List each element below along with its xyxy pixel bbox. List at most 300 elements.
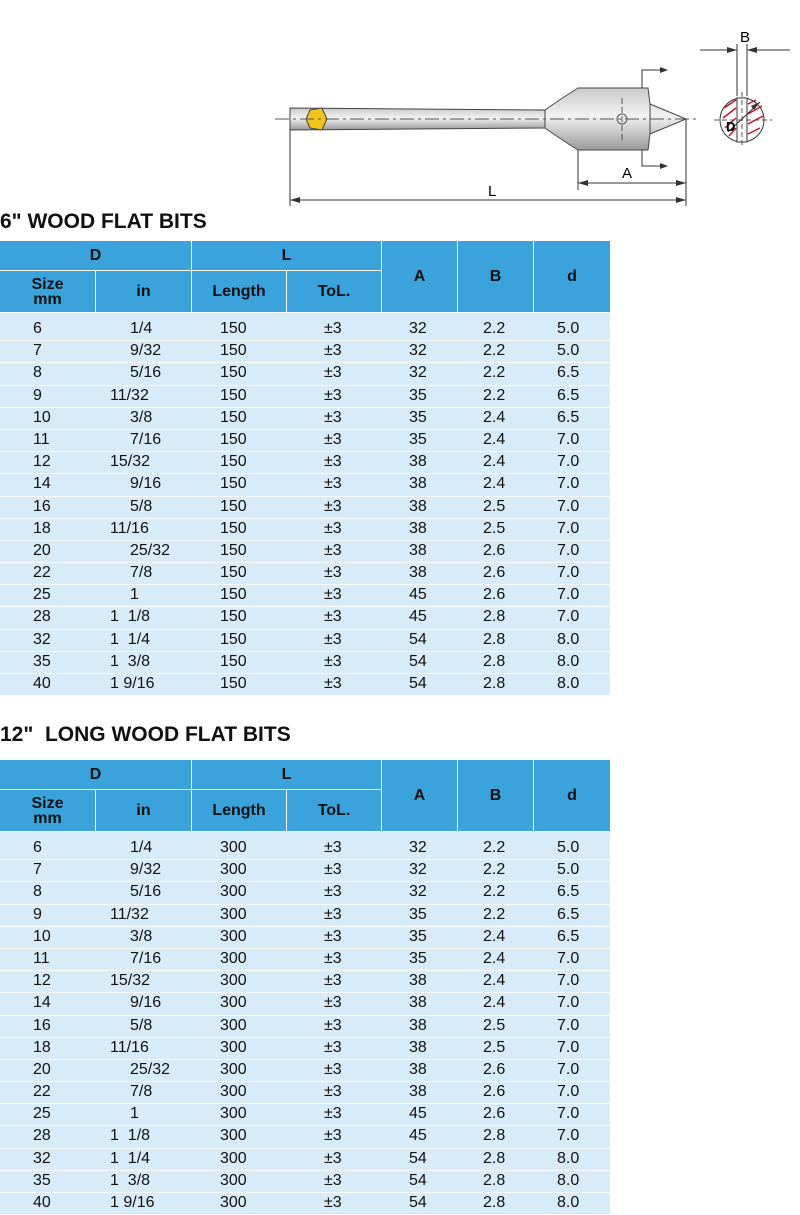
cell-size-mm: 14 [33,994,51,1012]
table-row [0,386,610,408]
cell-tol: ±3 [324,1016,342,1034]
cell-length: 300 [220,1060,247,1078]
cell-size-in: 11/16 [110,519,149,537]
cell-b: 2.5 [483,519,506,537]
cell-b: 2.4 [483,475,506,493]
cell-tol: ±3 [324,1105,342,1123]
cell-d: 6.5 [557,883,580,901]
cell-size-in: 1 1/4 [110,1149,151,1167]
cell-size-mm: 16 [33,1016,51,1034]
cell-tol: ±3 [324,839,342,856]
cell-a: 38 [409,1038,427,1056]
cell-b: 2.5 [483,1038,506,1056]
cell-size-mm: 10 [33,408,51,426]
cell-a: 38 [409,541,427,559]
cell-a: 45 [409,586,427,604]
cell-d: 7.0 [557,519,580,537]
cell-length: 150 [220,564,247,582]
cell-size-mm: 35 [33,652,51,670]
cell-a: 38 [409,497,427,515]
cell-size-in: 1 1/4 [110,630,151,648]
cell-tol: ±3 [324,652,342,670]
cell-size-mm: 32 [33,1149,51,1167]
cell-length: 150 [220,364,247,382]
cell-tol: ±3 [324,519,342,537]
table-row [0,993,610,1015]
cell-length: 150 [220,430,247,448]
cell-b: 2.8 [483,630,506,648]
cell-d: 6.5 [557,364,580,382]
table-row [0,882,610,904]
cell-size-in: 1 3/8 [110,1171,151,1189]
cell-d: 7.0 [557,608,580,626]
cell-size-in: 9/32 [130,342,162,360]
cell-tol: ±3 [324,364,342,382]
cell-b: 2.2 [483,364,506,382]
cell-size-mm: 20 [33,1060,51,1078]
cell-a: 38 [409,1060,427,1078]
table-row [0,927,610,949]
cell-tol: ±3 [324,1038,342,1056]
cell-b: 2.2 [483,861,506,879]
cell-tol: ±3 [324,408,342,426]
cell-b: 2.8 [483,675,506,692]
header-length: Length [192,790,287,832]
cell-a: 38 [409,475,427,493]
table-row [0,860,610,882]
cell-tol: ±3 [324,630,342,648]
cell-tol: ±3 [324,475,342,493]
cell-length: 150 [220,541,247,559]
cell-a: 45 [409,1105,427,1123]
cell-size-in: 1/4 [130,839,153,856]
header-a: A [382,241,458,313]
table-row [0,452,610,474]
cell-tol: ±3 [324,1149,342,1167]
table-body [0,313,610,696]
cell-size-mm: 12 [33,972,51,990]
cell-size-mm: 25 [33,1105,51,1123]
table-row [0,949,610,971]
header-d-group: D [0,760,192,790]
cell-size-in: 1 [130,1105,139,1123]
section-d-label: D [726,119,736,134]
table-row [0,1060,610,1082]
cell-a: 32 [409,883,427,901]
cell-b: 2.2 [483,883,506,901]
cell-b: 2.8 [483,1194,506,1211]
cell-size-mm: 25 [33,586,51,604]
cell-length: 300 [220,1194,247,1211]
cell-size-mm: 40 [33,1194,51,1211]
cell-a: 32 [409,861,427,879]
cell-b: 2.6 [483,1105,506,1123]
table-row [0,1016,610,1038]
cell-tol: ±3 [324,905,342,923]
cell-size-mm: 18 [33,519,51,537]
cell-length: 150 [220,342,247,360]
cell-length: 300 [220,972,247,990]
cell-d: 7.0 [557,994,580,1012]
cell-length: 150 [220,497,247,515]
cell-a: 35 [409,905,427,923]
cell-d: 7.0 [557,1105,580,1123]
cell-b: 2.4 [483,430,506,448]
cell-size-mm: 7 [33,861,42,879]
cell-tol: ±3 [324,994,342,1012]
cell-a: 38 [409,519,427,537]
cell-size-mm: 11 [33,430,50,448]
header-size-unit: mm [33,290,62,308]
cell-tol: ±3 [324,1171,342,1189]
cell-size-in: 3/8 [130,408,153,426]
cell-length: 300 [220,1016,247,1034]
cell-d: 5.0 [557,839,580,856]
table-header [0,241,610,313]
cell-tol: ±3 [324,949,342,967]
cell-length: 150 [220,386,247,404]
cell-d: 5.0 [557,320,580,337]
cell-b: 2.8 [483,608,506,626]
bit-blade [545,88,686,150]
cell-size-in: 7/8 [130,1083,153,1101]
cell-size-in: 9/16 [130,475,162,493]
cell-size-in: 9/16 [130,994,162,1012]
cell-size-mm: 28 [33,1127,51,1145]
cell-d: 7.0 [557,564,580,582]
cell-a: 35 [409,430,427,448]
cell-length: 150 [220,519,247,537]
cell-size-in: 5/16 [130,364,162,382]
cell-size-in: 9/32 [130,861,162,879]
cell-a: 35 [409,927,427,945]
cell-d: 7.0 [557,949,580,967]
cell-size-in: 1 9/16 [110,1194,155,1211]
cell-d: 7.0 [557,1016,580,1034]
header-d: d [534,760,610,832]
cell-a: 32 [409,320,427,337]
cell-d: 6.5 [557,927,580,945]
cell-tol: ±3 [324,342,342,360]
cell-d: 8.0 [557,675,580,692]
cell-size-in: 25/32 [130,541,171,559]
cell-a: 32 [409,364,427,382]
cell-b: 2.6 [483,1060,506,1078]
cell-d: 7.0 [557,497,580,515]
cell-tol: ±3 [324,430,342,448]
cell-size-in: 11/16 [110,1038,149,1056]
cell-length: 150 [220,630,247,648]
table-row [0,1126,610,1148]
cell-length: 150 [220,586,247,604]
spec-table [0,760,610,1215]
cell-b: 2.4 [483,927,506,945]
cell-length: 300 [220,1149,247,1167]
cell-a: 35 [409,949,427,967]
spec-table [0,241,610,696]
table-row [0,541,610,563]
cell-d: 7.0 [557,1127,580,1145]
cell-tol: ±3 [324,1194,342,1211]
cell-d: 7.0 [557,1083,580,1101]
header-in: in [96,271,192,313]
cell-a: 35 [409,408,427,426]
cell-a: 32 [409,342,427,360]
cell-a: 54 [409,630,427,648]
table-row [0,838,610,860]
cell-size-in: 15/32 [110,453,151,471]
cell-length: 300 [220,839,247,856]
cell-size-mm: 10 [33,927,51,945]
cell-a: 54 [409,675,427,692]
header-size-label: Size [31,794,64,812]
table-row [0,1193,610,1215]
cell-length: 300 [220,883,247,901]
cell-size-in: 1/4 [130,320,153,337]
cell-d: 7.0 [557,1038,580,1056]
table-row [0,363,610,385]
table-row [0,497,610,519]
cell-length: 150 [220,652,247,670]
cell-size-mm: 35 [33,1171,51,1189]
cell-size-in: 3/8 [130,927,153,945]
table-row [0,607,610,629]
cell-d: 5.0 [557,342,580,360]
cell-length: 300 [220,1171,247,1189]
header-size-unit: mm [33,809,62,827]
cell-length: 150 [220,608,247,626]
cell-tol: ±3 [324,972,342,990]
cell-a: 38 [409,564,427,582]
cell-b: 2.2 [483,320,506,337]
cell-a: 45 [409,608,427,626]
header-size [0,790,96,832]
cell-d: 8.0 [557,1171,580,1189]
table-row [0,630,610,652]
cell-size-in: 15/32 [110,972,151,990]
cell-size-in: 7/8 [130,564,153,582]
cell-length: 300 [220,861,247,879]
table-row [0,652,610,674]
cell-b: 2.8 [483,1149,506,1167]
cell-length: 150 [220,475,247,493]
cell-b: 2.2 [483,905,506,923]
cell-length: 300 [220,1038,247,1056]
cell-size-mm: 16 [33,497,51,515]
cell-a: 38 [409,972,427,990]
cell-d: 7.0 [557,586,580,604]
cell-tol: ±3 [324,883,342,901]
cell-d: 6.5 [557,408,580,426]
header-l-group: L [192,760,382,790]
cell-size-in: 7/16 [130,949,162,967]
cell-size-in: 11/32 [110,905,149,923]
cell-tol: ±3 [324,453,342,471]
cell-size-in: 25/32 [130,1060,171,1078]
cell-b: 2.6 [483,586,506,604]
cell-length: 300 [220,994,247,1012]
table-row [0,341,610,363]
cell-d: 5.0 [557,861,580,879]
cell-size-in: 1 [130,586,139,604]
table-row [0,585,610,607]
table-row [0,408,610,430]
table-row [0,1038,610,1060]
cell-a: 38 [409,1083,427,1101]
cell-size-mm: 12 [33,453,51,471]
header-size-label: Size [31,275,64,293]
cell-length: 300 [220,905,247,923]
cell-b: 2.8 [483,1127,506,1145]
cell-a: 54 [409,1149,427,1167]
table-title: 12" LONG WOOD FLAT BITS [0,723,291,746]
cell-tol: ±3 [324,541,342,559]
cell-tol: ±3 [324,564,342,582]
cell-tol: ±3 [324,1127,342,1145]
cell-d: 8.0 [557,1194,580,1211]
cell-d: 7.0 [557,453,580,471]
cell-b: 2.4 [483,453,506,471]
cell-size-in: 11/32 [110,386,149,404]
cell-size-in: 5/8 [130,1016,153,1034]
cell-d: 7.0 [557,475,580,493]
cell-d: 6.5 [557,386,580,404]
table-row [0,905,610,927]
cell-length: 300 [220,927,247,945]
table-title: 6" WOOD FLAT BITS [0,210,207,233]
cell-size-mm: 14 [33,475,51,493]
cell-d: 6.5 [557,905,580,923]
header-tol: ToL. [287,790,382,832]
cell-size-in: 1 1/8 [110,608,151,626]
cell-size-in: 5/8 [130,497,153,515]
table-row [0,1104,610,1126]
cell-tol: ±3 [324,386,342,404]
header-length: Length [192,271,287,313]
cell-a: 45 [409,1127,427,1145]
cell-tol: ±3 [324,586,342,604]
cell-size-in: 7/16 [130,430,162,448]
table-header [0,760,610,832]
cell-b: 2.4 [483,949,506,967]
header-b: B [458,760,534,832]
cell-size-mm: 32 [33,630,51,648]
header-a: A [382,760,458,832]
cell-size-mm: 9 [33,386,42,404]
cell-a: 54 [409,1171,427,1189]
cell-b: 2.6 [483,564,506,582]
cell-size-mm: 9 [33,905,42,923]
cell-tol: ±3 [324,927,342,945]
header-b: B [458,241,534,313]
cell-tol: ±3 [324,861,342,879]
cell-length: 300 [220,1127,247,1145]
cell-b: 2.4 [483,972,506,990]
cell-tol: ±3 [324,608,342,626]
cell-size-mm: 6 [33,839,42,856]
cell-size-in: 1 9/16 [110,675,155,692]
table-row [0,1171,610,1193]
cell-size-mm: 18 [33,1038,51,1056]
cell-b: 2.2 [483,839,506,856]
dim-l-label: L [488,183,497,200]
cell-b: 2.2 [483,342,506,360]
cell-tol: ±3 [324,1060,342,1078]
cell-length: 150 [220,408,247,426]
cell-size-in: 1 1/8 [110,1127,151,1145]
header-in: in [96,790,192,832]
cell-length: 150 [220,320,247,337]
table-row [0,563,610,585]
dim-a-label: A [622,165,633,182]
cell-a: 38 [409,994,427,1012]
cell-size-mm: 7 [33,342,42,360]
cell-size-mm: 28 [33,608,51,626]
cell-b: 2.4 [483,408,506,426]
cell-b: 2.6 [483,1083,506,1101]
cell-size-mm: 8 [33,364,42,382]
cell-length: 300 [220,949,247,967]
cell-d: 8.0 [557,630,580,648]
table-body [0,832,610,1215]
table-row [0,430,610,452]
cell-a: 35 [409,386,427,404]
cell-a: 32 [409,839,427,856]
cell-d: 8.0 [557,1149,580,1167]
cell-d: 7.0 [557,541,580,559]
cell-b: 2.8 [483,1171,506,1189]
table-row [0,519,610,541]
table-row [0,474,610,496]
cell-tol: ±3 [324,675,342,692]
header-size [0,271,96,313]
table-row [0,319,610,341]
flat-bit-drawing [0,0,800,210]
dim-b-label: B [740,29,751,46]
cell-b: 2.5 [483,497,506,515]
header-d: d [534,241,610,313]
cell-tol: ±3 [324,320,342,337]
cell-length: 300 [220,1083,247,1101]
cell-size-in: 1 3/8 [110,652,151,670]
cell-a: 54 [409,1194,427,1211]
cell-length: 150 [220,675,247,692]
cell-d: 7.0 [557,430,580,448]
cell-size-mm: 6 [33,320,42,337]
cell-b: 2.4 [483,994,506,1012]
cell-b: 2.8 [483,652,506,670]
cell-d: 7.0 [557,972,580,990]
header-d-group: D [0,241,192,271]
cell-b: 2.2 [483,386,506,404]
cell-length: 300 [220,1105,247,1123]
table-row [0,674,610,696]
table-row [0,1149,610,1171]
table-row [0,971,610,993]
cell-size-mm: 22 [33,1083,51,1101]
cell-tol: ±3 [324,1083,342,1101]
cell-tol: ±3 [324,497,342,515]
cell-b: 2.5 [483,1016,506,1034]
cell-a: 54 [409,652,427,670]
cell-a: 38 [409,1016,427,1034]
cell-b: 2.6 [483,541,506,559]
header-l-group: L [192,241,382,271]
cell-size-mm: 22 [33,564,51,582]
cell-a: 38 [409,453,427,471]
header-tol: ToL. [287,271,382,313]
cell-size-mm: 40 [33,675,51,692]
